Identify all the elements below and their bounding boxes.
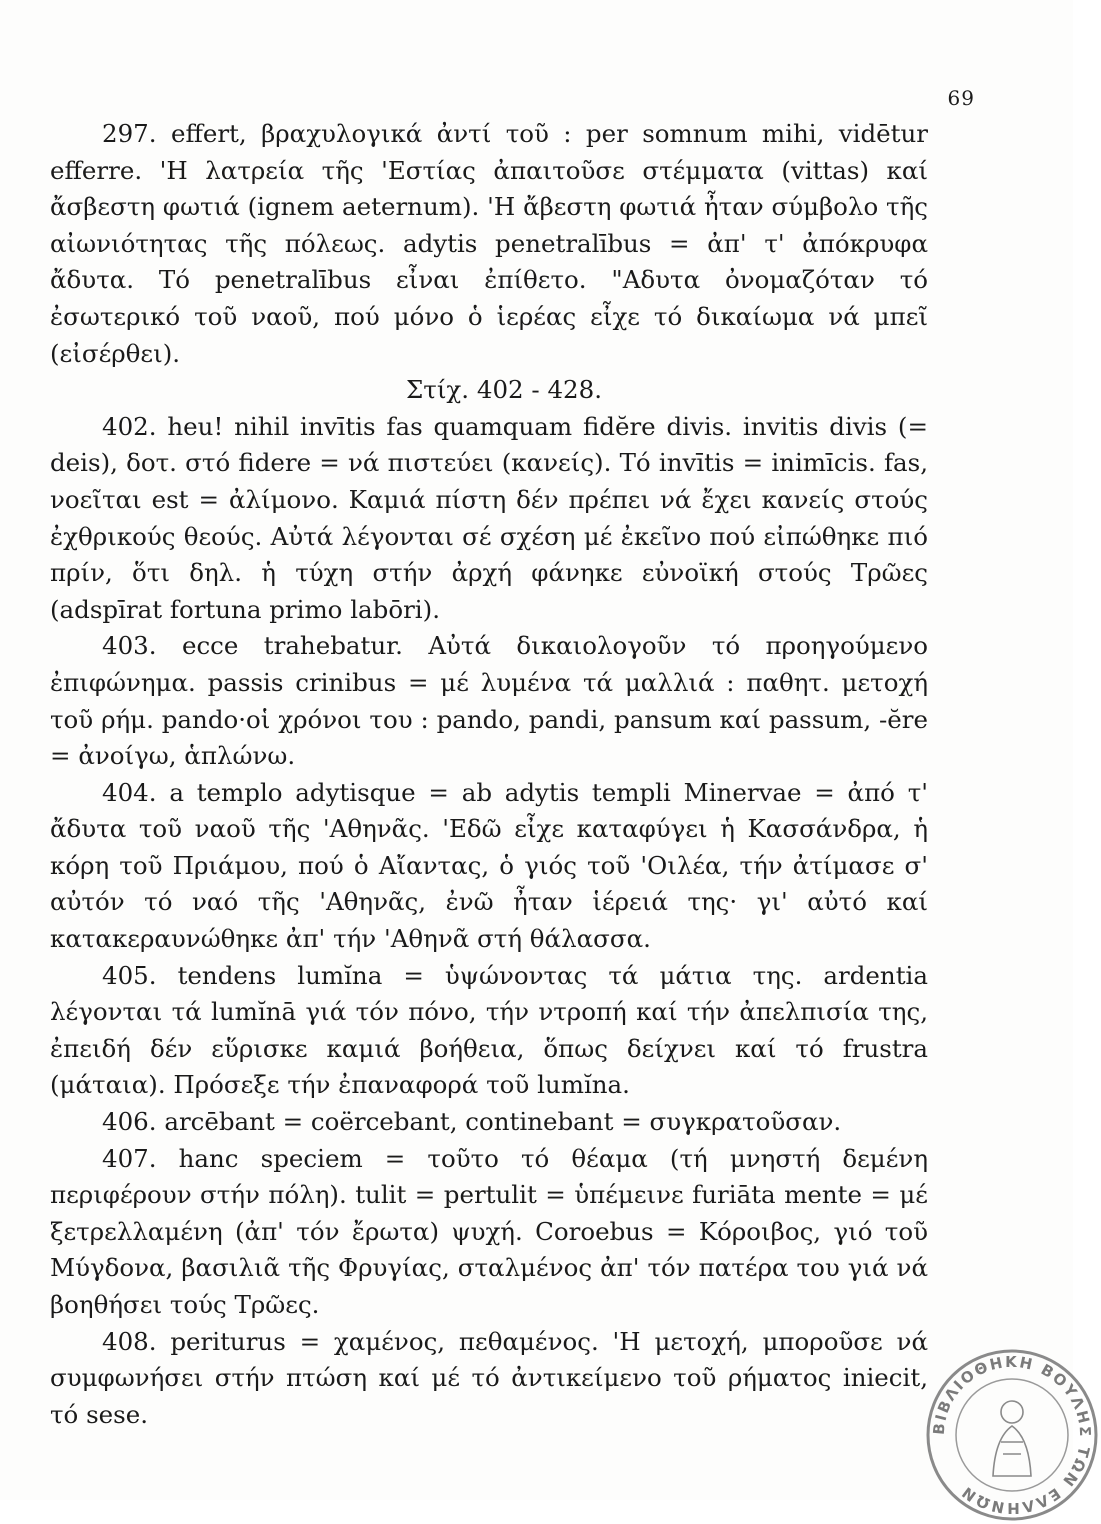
- svg-text:ΒΙΒΛΙΟΘΗΚΗ ΒΟΥΛΗΣ ΤΩΝ ΕΛΛΗΝΩΝ: [930, 1353, 1094, 1517]
- stamp-figure: [993, 1401, 1031, 1476]
- note-405: 405. tendens lumĭna = ὑψώνοντας τά μάτια της. ardentia λέγονται τά lumĭnā γιά τόν πόνο, τήν ντροπή καί τήν ἀπελπισία της, ἐπειδή δέν εὕρισκε καμιά βοήθεια, ὅπως δείχνει καί τό frustra (μάταια). Πρόσεξε τήν ἐπαναφορά τοῦ lumĭna.: [50, 960, 928, 1100]
- note-406: 406. arcēbant = coërcebant, continebant = συγκρατοῦσαν.: [102, 1107, 842, 1137]
- note-402: 402. heu! nihil invītis fas quamquam fidĕre divis. invitis divis (= deis), δοτ. στό fidere = νά πιστεύει (κανείς). Τό invītis = inimīcis. fas, νοεῖται est = ἀλίμονο. Καμιά πίστη δέν πρέπει νά ἔχει κανείς στούς ἐχθρικούς θεούς. Αὐτά λέγονται σέ σχέση μέ ἐκεῖνο πού εἰπώθηκε πιό πρίν, ὅτι δηλ. ἡ τύχη στήν ἀρχή φάνηκε εὐνοϊκή στούς Τρῶες (adspīrat fortuna primo labōri).: [50, 411, 928, 624]
- note-407: 407. hanc speciem = τοῦτο τό θέαμα (τή μνηστή δεμένη περιφέρουν στήν πόλη). tulit = pertulit = ὑπέμεινε furiāta mente = μέ ξετρελλαμένη (ἀπ' τόν ἔρωτα) ψυχή. Coroebus = Κόροιβος, γιό τοῦ Μύγδονα, βασιλιᾶ τῆς Φρυγίας, σταλμένος ἀπ' τόν πατέρα του γιά νά βοηθήσει τούς Τρῶες.: [50, 1143, 928, 1319]
- commentary-text: [50, 116, 928, 1433]
- note-408: 408. periturus = χαμένος, πεθαμένος. 'Η μετοχή, μποροῦσε νά συμφωνήσει στήν πτώση καί μέ τό ἀντικείμενο τοῦ ρήματος iniecit, τό sese.: [50, 1326, 928, 1429]
- note-404: 404. a templo adytisque = ab adytis templi Minervae = ἀπό τ' ἄδυτα τοῦ ναοῦ τῆς 'Αθηνᾶς. 'Εδῶ εἶχε καταφύγει ἡ Κασσάνδρα, ἡ κόρη τοῦ Πριάμου, πού ὁ Αἴαντας, ὁ γιός τοῦ 'Οιλέα, τήν ἀτίμασε σ' αὐτόν τό ναό τῆς 'Αθηνᾶς, ἐνῶ ἦταν ἱέρειά της· γι' αὐτό καί κατακεραυνώθηκε ἀπ' τήν 'Αθηνᾶ στή θάλασσα.: [50, 777, 928, 954]
- note-403: 403. ecce trahebatur. Αὐτά δικαιολογοῦν τό προηγούμενο ἐπιφώνημα. passis crinibus = μέ λυμένα τά μαλλιά : παθητ. μετοχή τοῦ ρήμ. pando·οἱ χρόνοι του : pando, pandi, pansum καί passum, -ĕre = ἀνοίγω, ἁπλώνω.: [50, 631, 928, 771]
- note-297: 297. effert, βραχυλογικά ἀντί τοῦ : per somnum mihi, vidētur efferre. 'Η λατρεία τῆς 'Εστίας ἀπαιτοῦσε στέμματα (vittas) καί ἄσβεστη φωτιά (ignem aeternum). 'Η ἄβεστη φωτιά ἦταν σύμβολο τῆς αἰωνιότητας τῆς πόλεως. adytis penetralībus = ἀπ' τ' ἀπόκρυφα ἄδυτα. Τό penetralībus εἶναι ἐπίθετο. "Αδυτα ὀνομαζόταν τό ἐσωτερικό τοῦ ναοῦ, πού μόνο ὁ ἱερέας εἶχε τό δικαίωμα νά μπεῖ (εἰσέρθει).: [50, 119, 928, 368]
- stamp-text: ΒΙΒΛΙΟΘΗΚΗ ΒΟΥΛΗΣ ΤΩΝ ΕΛΛΗΝΩΝ: [929, 1352, 1095, 1518]
- library-stamp: [923, 1346, 1101, 1524]
- page-number: 69: [947, 86, 975, 110]
- section-heading: Στίχ. 402 - 428.: [405, 375, 603, 405]
